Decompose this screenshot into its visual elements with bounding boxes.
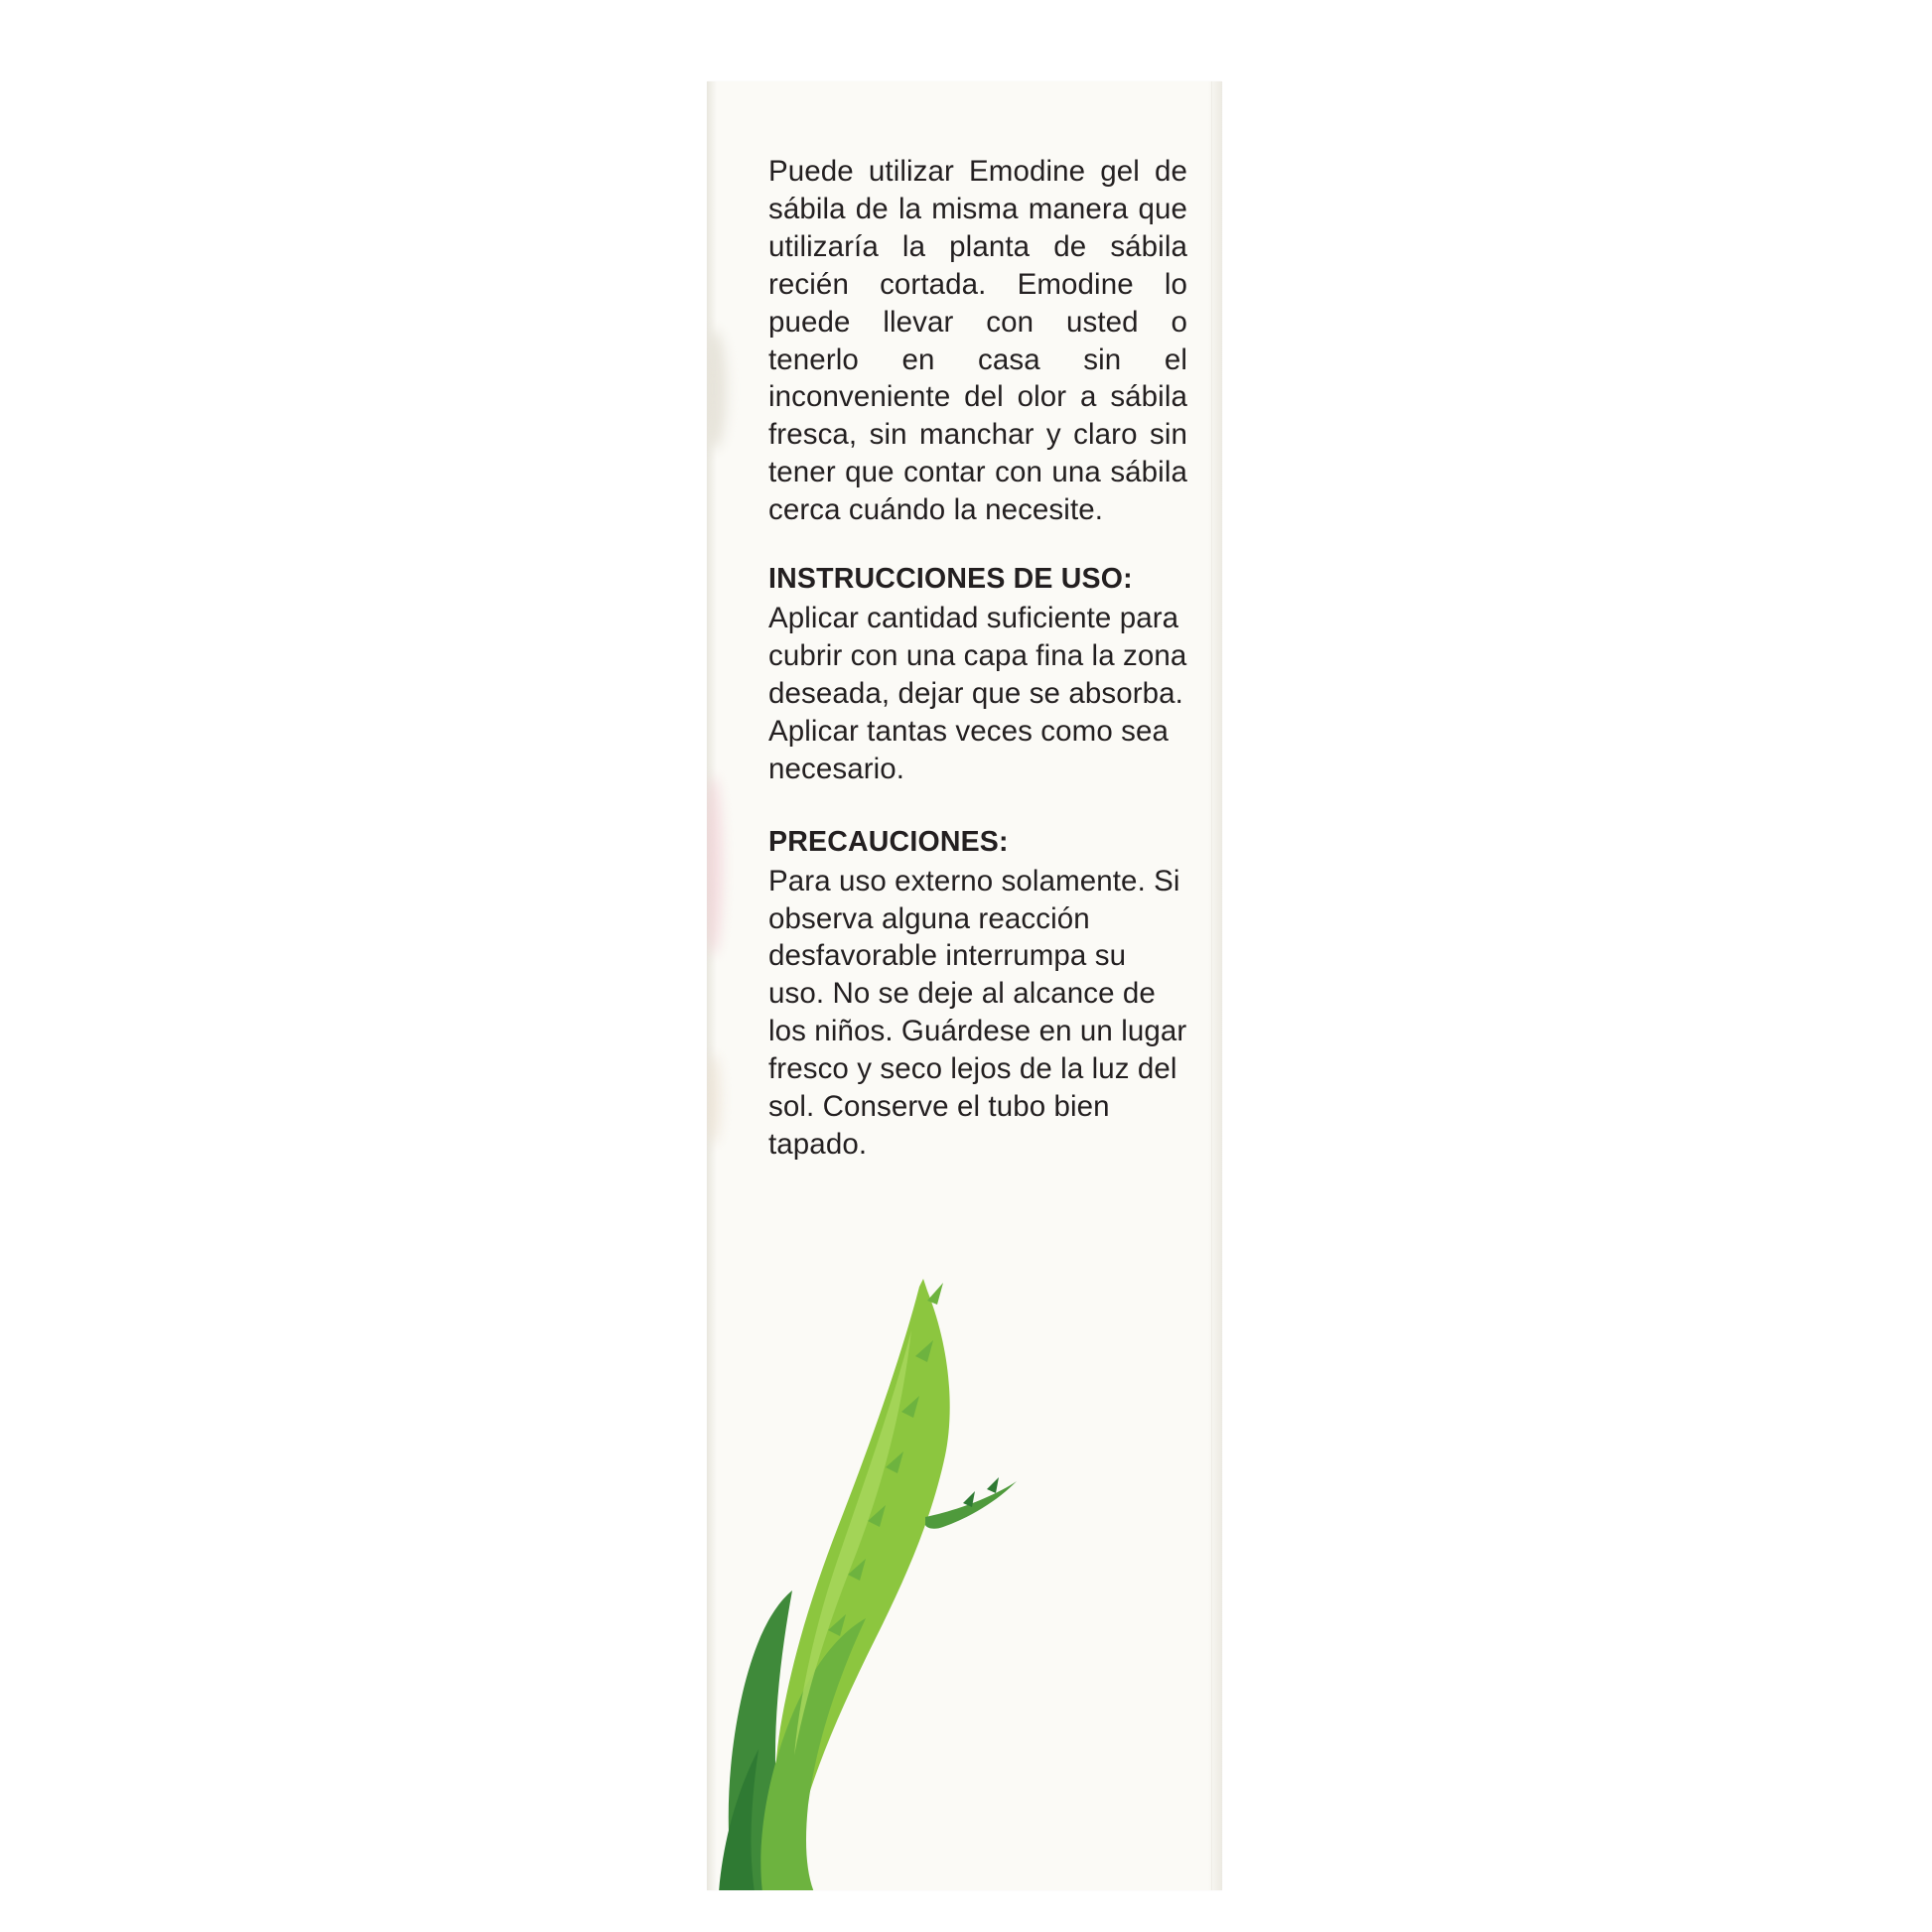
product-carton-side-panel	[707, 81, 1222, 1890]
section-heading-precautions: PRECAUCIONES:	[768, 825, 1009, 858]
aloe-leaf-teeth-right	[794, 1283, 943, 1753]
section-body-instructions: Aplicar cantidad suficiente para cubrir con una capa fina la zona deseada, dejar que se absorba. Aplicar tantas veces como sea necesario.	[768, 602, 1187, 785]
aloe-leaf-small-tip-teeth	[963, 1477, 999, 1507]
carton-fold-line	[1211, 81, 1212, 1890]
aloe-leaf-back-dark	[729, 1590, 798, 1890]
panel-text-column	[768, 153, 1187, 1164]
carton-left-edge-shading	[707, 81, 717, 1890]
aloe-leaf-highlight-vein	[794, 1330, 911, 1755]
section-heading-instructions: INSTRUCCIONES DE USO:	[768, 563, 1133, 596]
aloe-leaf-small-tip	[925, 1481, 1017, 1529]
aloe-leaf-mid	[760, 1618, 866, 1890]
intro-paragraph: Puede utilizar Emodine gel de sábila de la misma manera que utilizaría la planta de sábila recién cortada. Emodine lo puede llevar con usted o tenerlo en casa sin el inconveniente del olor a sábila fresca, sin manchar y claro sin tener que contar con una sábila cerca cuándo la necesite.	[768, 155, 1187, 527]
aloe-leaf-base-deep	[719, 1749, 759, 1890]
section-body-precautions: Para uso externo solamente. Si observa alguna reacción desfavorable interrumpa su uso. No se deje al alcance de los niños. Guárdese en un lugar fresco y seco lejos de la luz del sol. Conserve el tubo bien tapado.	[768, 864, 1187, 1161]
aloe-leaf-large-light	[774, 1279, 949, 1876]
aloe-vera-leaves-illustration	[707, 1261, 1156, 1890]
